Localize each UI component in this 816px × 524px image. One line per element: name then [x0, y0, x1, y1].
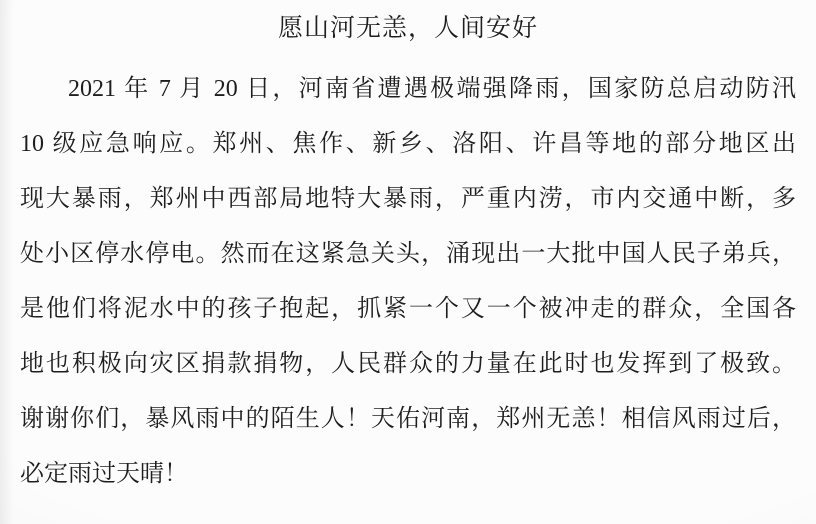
- paragraph-line: 现大暴雨，郑州中西部局地特大暴雨，严重内涝，市内交通中断，多: [20, 186, 796, 212]
- paragraph-line: 2021 年 7 月 20 日，河南省遭遇极端强降雨，国家防总启动防汛: [68, 76, 796, 102]
- document-body: [20, 62, 796, 502]
- paragraph-line: 谢谢你们，暴风雨中的陌生人！天佑河南，郑州无恙！相信风雨过后，: [20, 406, 796, 432]
- paragraph-line: 处小区停水停电。然而在这紧急关头，涌现出一大批中国人民子弟兵，: [20, 241, 796, 267]
- paragraph-line: 地也积极向灾区捐款捐物，人民群众的力量在此时也发挥到了极致。: [20, 351, 796, 377]
- paragraph-line: 10 级应急响应。郑州、焦作、新乡、洛阳、许昌等地的部分地区出: [20, 131, 796, 157]
- paragraph-line: 是他们将泥水中的孩子抱起，抓紧一个又一个被冲走的群众，全国各: [20, 296, 796, 322]
- document-title: 愿山河无恙，人间安好: [277, 15, 538, 42]
- paragraph-line: 必定雨过天晴！: [20, 461, 188, 487]
